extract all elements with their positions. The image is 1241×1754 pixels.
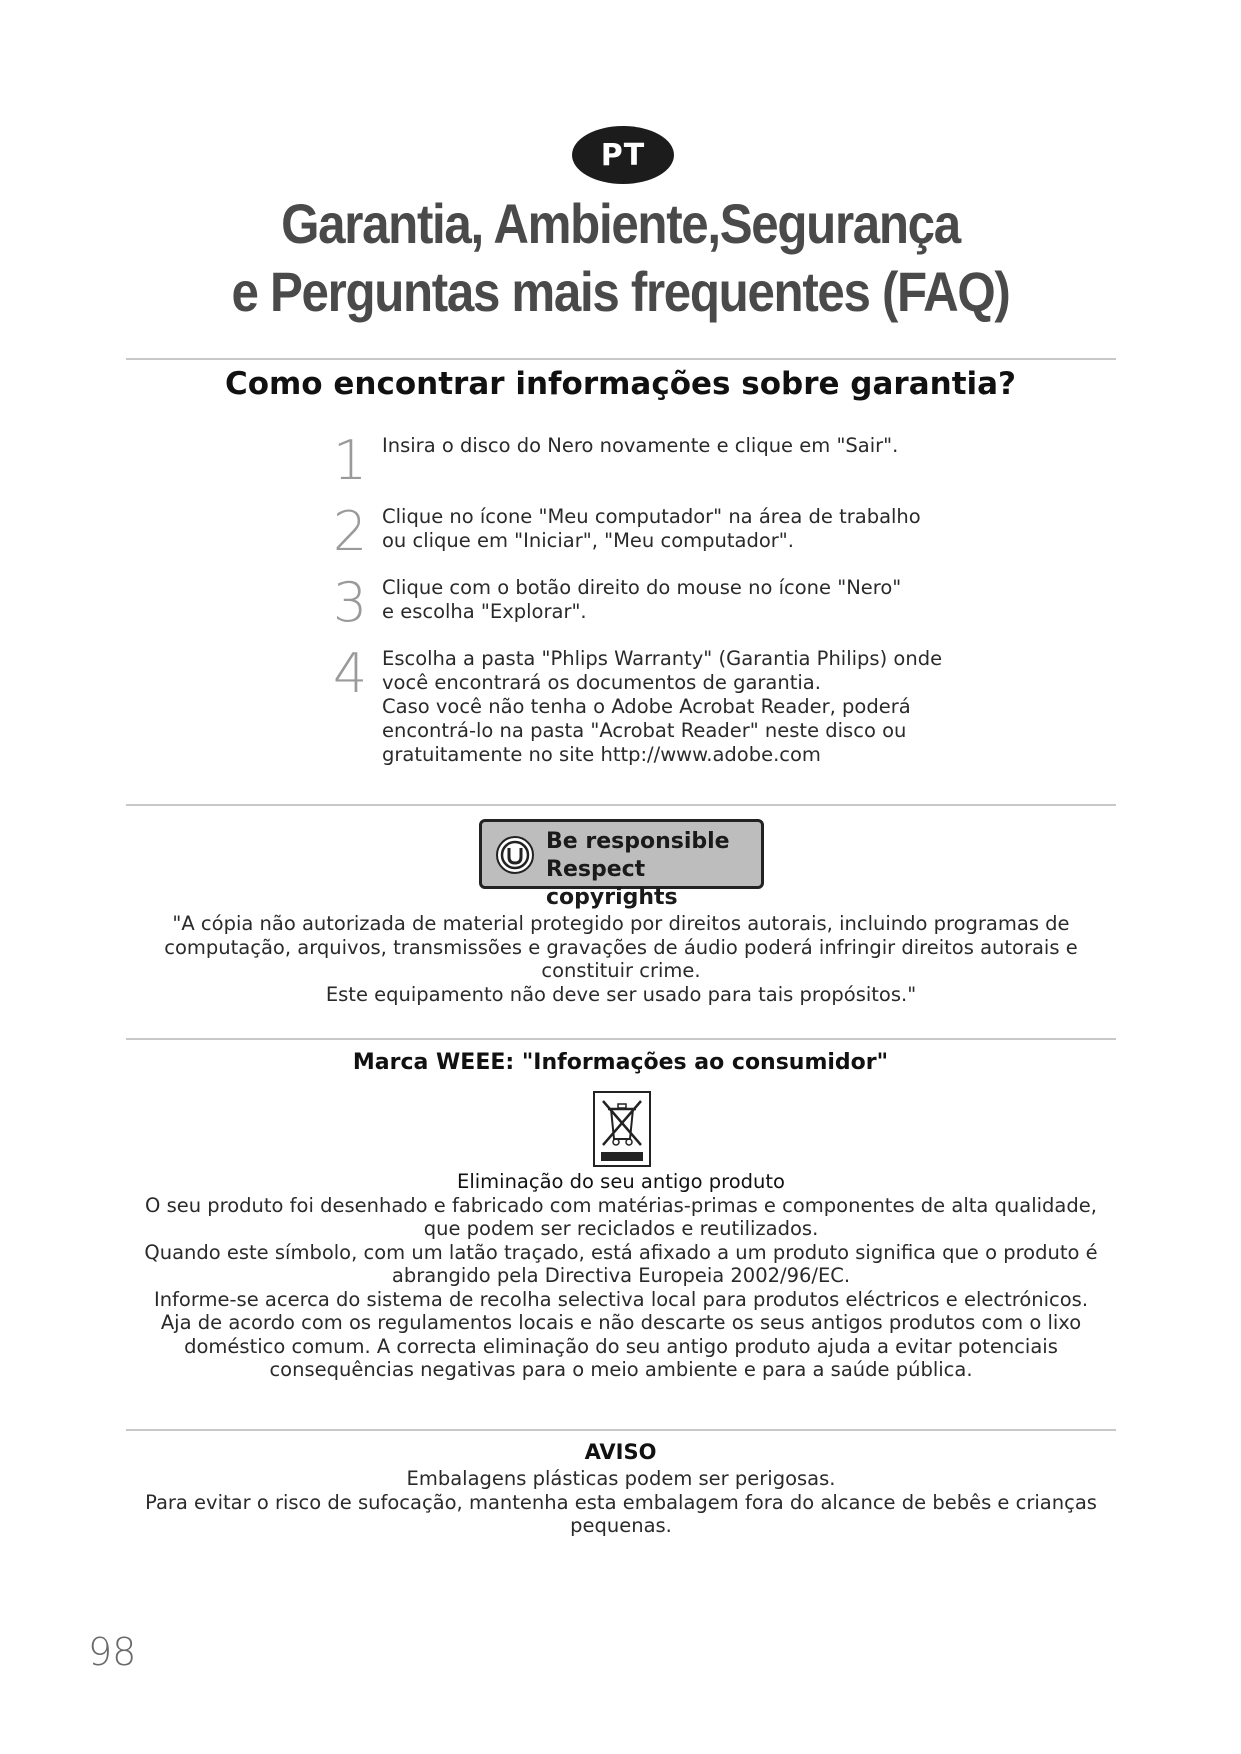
- step-number: 3: [332, 571, 368, 634]
- weee-heading: Marca WEEE: "Informações ao consumidor": [352, 1050, 889, 1075]
- copyright-notice: [126, 912, 1116, 1006]
- step-text: Clique com o botão direito do mouse no ícone "Nero" e escolha "Explorar".: [382, 576, 902, 623]
- weee-line: O seu produto foi desenhado e fabricado com matérias-primas e componentes de alta qualidade,: [145, 1193, 1097, 1217]
- warning-heading: AVISO: [584, 1440, 657, 1464]
- weee-line: Aja de acordo com os regulamentos locais e não descarte os seus antigos produtos com o lixo: [160, 1311, 1082, 1334]
- be-responsible-logo: [479, 819, 764, 910]
- weee-line: doméstico comum. A correcta eliminação do seu antigo produto ajuda a evitar potenciais: [184, 1334, 1058, 1358]
- weee-body: [126, 1170, 1116, 1382]
- warning-line-1: Embalagens plásticas podem ser perigosas.: [406, 1467, 836, 1490]
- warranty-heading: Como encontrar informações sobre garantia?: [224, 366, 1017, 402]
- warning-body: [126, 1467, 1116, 1538]
- divider: [126, 804, 1116, 806]
- copyright-circle-icon: [495, 835, 535, 875]
- copyright-line-2: computação, arquivos, transmissões e gravações de áudio poderá infringir direitos autorais e: [164, 935, 1078, 959]
- logo-text: [546, 828, 761, 912]
- page-title: [74, 190, 1166, 326]
- page-title-line-1: Garantia, Ambiente,Segurança: [281, 192, 960, 255]
- step-text: Clique no ícone "Meu computador" na área de trabalho ou clique em "Iniciar", "Meu computador".: [382, 505, 921, 552]
- step-text: Insira o disco do Nero novamente e clique em "Sair".: [382, 434, 899, 457]
- divider: [126, 1429, 1116, 1431]
- copyright-line-4: Este equipamento não deve ser usado para tais propósitos.": [325, 982, 917, 1006]
- divider: [126, 1038, 1116, 1040]
- step-number: 2: [332, 500, 368, 563]
- logo-text-line-2: Respect copyrights: [546, 857, 678, 910]
- weee-subheading: Eliminação do seu antigo produto: [457, 1170, 785, 1193]
- page-number: 98: [88, 1630, 137, 1674]
- weee-line: consequências negativas para o meio ambiente e para a saúde pública.: [269, 1358, 973, 1381]
- step-number: 1: [332, 429, 368, 492]
- weee-line: Quando este símbolo, com um latão traçado, está afixado a um produto significa que o produto é: [144, 1240, 1098, 1264]
- weee-line: Informe-se acerca do sistema de recolha selectiva local para produtos eléctricos e electrónicos.: [153, 1287, 1089, 1311]
- logo-text-line-1: Be responsible: [546, 829, 730, 854]
- step-text: Escolha a pasta "Phlips Warranty" (Garantia Philips) onde você encontrará os documentos de garantia. Caso você não tenha o Adobe Acrobat Reader, poderá encontrá-lo na pasta "Acrobat Reader" neste disco ou gratuitamente no site http://www.adobe.com: [382, 647, 943, 766]
- step-number: 4: [332, 642, 368, 705]
- warning-line-2: Para evitar o risco de sufocação, mantenha esta embalagem fora do alcance de bebês e crianças: [145, 1490, 1097, 1514]
- language-badge: PT: [572, 126, 674, 184]
- page-title-line-2: e Perguntas mais frequentes (FAQ): [231, 260, 1010, 323]
- weee-line: abrangido pela Directiva Europeia 2002/96/EC.: [391, 1264, 851, 1287]
- crossed-out-wheelie-bin-icon: [593, 1091, 651, 1167]
- weee-line: que podem ser reciclados e reutilizados.: [423, 1217, 819, 1240]
- divider: [126, 358, 1116, 360]
- copyright-line-3: constituir crime.: [541, 959, 701, 982]
- copyright-line-1: "A cópia não autorizada de material protegido por direitos autorais, incluindo programas de: [172, 912, 1070, 935]
- warning-line-3: pequenas.: [570, 1514, 672, 1537]
